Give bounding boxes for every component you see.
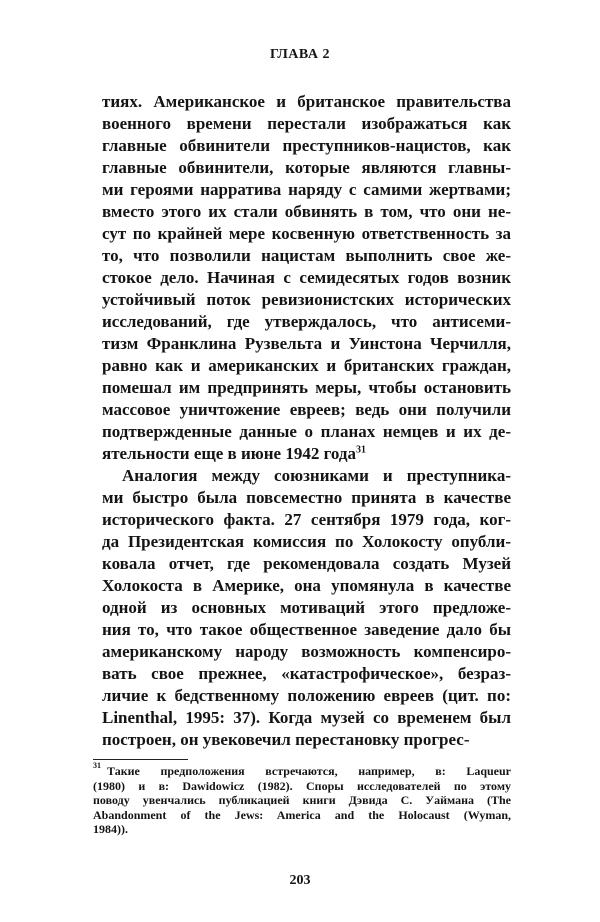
body-text: [102, 91, 511, 751]
line-text: то, что позволили нацистам выполнить свое же-: [102, 246, 511, 265]
text-line: [102, 91, 511, 113]
text-line: [102, 575, 511, 597]
text-line: [102, 289, 511, 311]
line-text: ния то, что такое общественное заведение дало бы: [102, 620, 511, 639]
line-text: тиях. Американское и британское правительства: [102, 92, 511, 111]
footnote-line: [93, 779, 511, 794]
text-line: [102, 135, 511, 157]
text-line: [102, 487, 511, 509]
line-text: да Президентская комиссия по Холокосту опубли-: [102, 532, 511, 551]
footnote-text: (1980) и в: Dawidowicz (1982). Споры исследователей по этому: [93, 778, 511, 793]
line-text: ми героями нарратива наряду с самими жертвами;: [102, 180, 511, 199]
text-line: [102, 245, 511, 267]
text-line: [102, 333, 511, 355]
line-text: тизм Франклина Рузвельта и Уинстона Черчилля,: [102, 334, 511, 353]
footnote-text: Abandonment of the Jews: America and the Holocaust (Wyman,: [93, 807, 511, 822]
line-text: ми быстро была повсеместно принята в качестве: [102, 488, 511, 507]
text-line: [102, 157, 511, 179]
line-text: вать свое прежнее, «катастрофическое», безраз-: [102, 664, 511, 683]
text-line: [102, 685, 511, 707]
footnote-mark: 31: [93, 761, 101, 770]
text-line: [102, 267, 511, 289]
footnote-text: Такие предположения встречаются, например, в: Laqueur: [107, 764, 511, 778]
line-text: военного времени перестали изображаться как: [102, 114, 511, 133]
paragraph-1: [102, 91, 511, 465]
footnote-text: 1984)).: [93, 822, 128, 836]
line-text: подтвержденные данные о планах немцев и их де-: [102, 422, 511, 441]
running-header: ГЛАВА 2: [270, 47, 330, 62]
line-text: главные обвинители преступников-нацистов, как: [102, 136, 511, 155]
footnote: [93, 761, 511, 837]
text-line: [102, 597, 511, 619]
text-line: [102, 553, 511, 575]
footnote-divider: [93, 759, 188, 760]
line-text: массовое уничтожение евреев; ведь они получили: [102, 400, 511, 419]
line-text: исследований, где утверждалось, что антисеми-: [102, 312, 511, 331]
text-line: [102, 619, 511, 641]
line-text: исторического факта. 27 сентября 1979 года, ког-: [102, 510, 511, 529]
line-text: ятельности еще в июне 1942 года: [102, 444, 357, 463]
text-line: [102, 421, 511, 443]
line-text: вместо этого их стали обвинять в том, что они не-: [102, 202, 511, 221]
text-line: [102, 663, 511, 685]
line-text: построен, он увековечил перестановку прогрес-: [102, 730, 470, 749]
text-line: [102, 509, 511, 531]
text-line: [102, 377, 511, 399]
line-text: Linenthal, 1995: 37). Когда музей со временем был: [102, 708, 511, 727]
text-line: [102, 531, 511, 553]
text-line: [102, 443, 511, 465]
line-text: главные обвинители, которые являются главны-: [102, 158, 511, 177]
line-text: стокое дело. Начиная с семидесятых годов возник: [102, 268, 511, 287]
line-text: Холокоста в Америке, она упомянула в качестве: [102, 576, 511, 595]
line-text: американскому народу возможность компенсиро-: [102, 642, 511, 661]
text-line: [102, 465, 511, 487]
text-line: [102, 707, 511, 729]
footnote-line: [93, 793, 511, 808]
line-text: одной из основных мотиваций этого предложе-: [102, 598, 511, 617]
line-text: Аналогия между союзниками и преступника-: [122, 466, 511, 485]
footnote-line: [93, 761, 511, 779]
paragraph-2: [102, 465, 511, 751]
text-line: [102, 223, 511, 245]
text-line: [102, 729, 511, 751]
text-line: [102, 113, 511, 135]
text-line: [102, 355, 511, 377]
text-line: [102, 311, 511, 333]
line-text: ковала отчет, где рекомендовала создать Музей: [102, 554, 511, 573]
line-text: устойчивый поток ревизионистских исторических: [102, 290, 511, 309]
text-line: [102, 201, 511, 223]
text-line: [102, 641, 511, 663]
line-text: помешал им предпринять меры, чтобы остановить: [102, 378, 511, 397]
footnote-text: поводу увенчались публикацией книги Дэвида С. Уаймана (The: [93, 793, 511, 807]
footnote-line: [93, 808, 511, 823]
text-line: [102, 399, 511, 421]
page-number: 203: [289, 873, 311, 888]
line-text: равно как и американских и британских граждан,: [102, 356, 511, 375]
line-text: сут по крайней мере косвенную ответственность за: [102, 224, 511, 243]
footnote-line: [93, 822, 511, 837]
text-line: [102, 179, 511, 201]
line-text: личие к бедственному положению евреев (цит. по:: [102, 686, 511, 705]
footnote-reference[interactable]: 31: [356, 444, 367, 456]
